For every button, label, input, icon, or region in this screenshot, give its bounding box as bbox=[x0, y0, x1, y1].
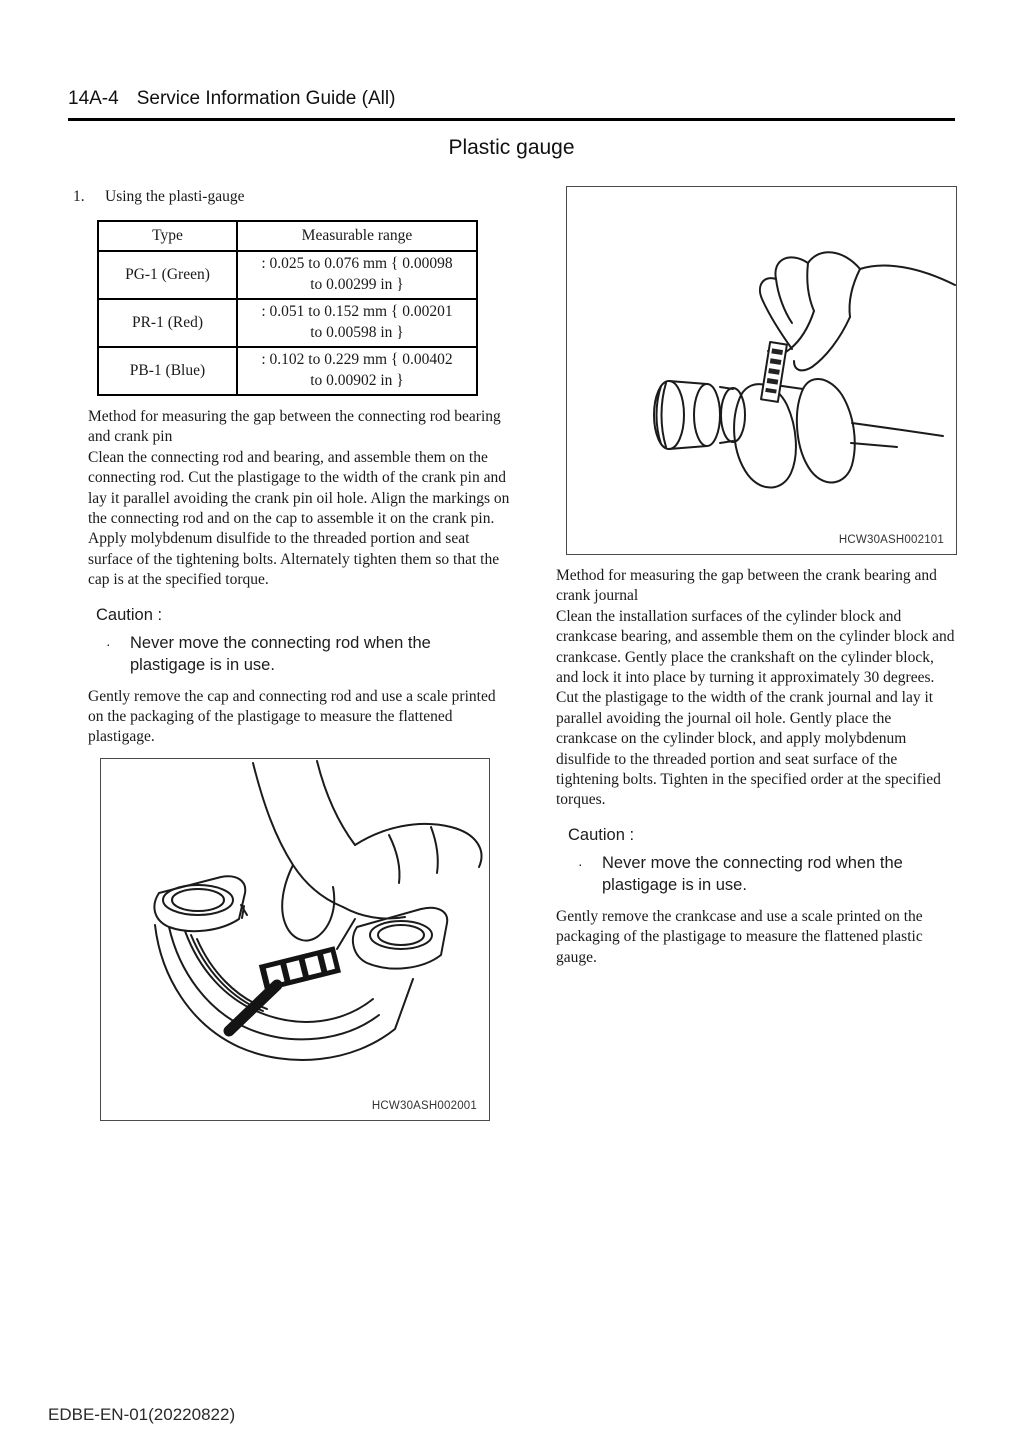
closing-paragraph: Gently remove the cap and connecting rod and use a scale printed on the packaging of the plastigage to measure the flattened plastigage. bbox=[88, 687, 496, 746]
figure-label: HCW30ASH002001 bbox=[371, 1099, 477, 1112]
left-column bbox=[68, 188, 512, 1121]
method-paragraph bbox=[556, 566, 956, 811]
range-line2: to 0.00902 in } bbox=[310, 372, 404, 389]
caution-label: Caution : bbox=[568, 825, 635, 844]
gauge-range bbox=[237, 347, 477, 395]
method-paragraph bbox=[88, 407, 512, 591]
table-row bbox=[98, 347, 477, 395]
caution-text: Never move the connecting rod when the plastigage is in use. bbox=[130, 633, 431, 674]
gauge-type: PG-1 (Green) bbox=[98, 251, 237, 299]
range-line1: : 0.102 to 0.229 mm { 0.00402 bbox=[261, 351, 453, 369]
bullet-icon: · bbox=[106, 635, 111, 652]
bearing-cap-scale-illustration bbox=[101, 759, 489, 1120]
step-text: Using the plasti-gauge bbox=[105, 188, 245, 205]
col-header-range: Measurable range bbox=[237, 221, 477, 251]
range-line2: to 0.00299 in } bbox=[310, 276, 404, 293]
crank-journal-plastigage-illustration bbox=[567, 187, 956, 554]
table-row bbox=[98, 251, 477, 299]
bullet-icon: · bbox=[578, 855, 583, 872]
gauge-type: PB-1 (Blue) bbox=[98, 347, 237, 395]
method-body: Clean the installation surfaces of the cylinder block and crankcase bearing, and assemble them on the cylinder block and crankcase. Gently place the crankshaft on the cylinder block, and lock it into place by turning it approximately 30 degrees. Cut the plastigage to the width of the crank journal and lay it parallel avoiding the journal oil hole. Gently place the crankcase on the cylinder block, and apply molybdenum disulfide to the threaded portion and seat surface of the tightening bolts. Tighten in the specified order at the specified torques. bbox=[556, 607, 955, 809]
gauge-range-table bbox=[97, 220, 478, 396]
figure-bearing-cap bbox=[100, 758, 490, 1121]
range-line2: to 0.00598 in } bbox=[310, 324, 404, 341]
method-heading: Method for measuring the gap between the connecting rod bearing and crank pin bbox=[88, 408, 501, 446]
guide-title: Service Information Guide (All) bbox=[136, 88, 396, 109]
right-column bbox=[556, 186, 956, 968]
range-line1: : 0.051 to 0.152 mm { 0.00201 bbox=[261, 303, 453, 321]
closing-paragraph: Gently remove the crankcase and use a scale printed on the packaging of the plastigage to measure the flattened plastic gauge. bbox=[556, 907, 923, 966]
caution-label: Caution : bbox=[96, 605, 163, 624]
step-number: 1. bbox=[73, 188, 85, 205]
document-code: EDBE-EN-01(20220822) bbox=[48, 1405, 236, 1424]
section-code: 14A-4 bbox=[68, 88, 119, 109]
figure-label: HCW30ASH002101 bbox=[838, 534, 944, 546]
method-heading: Method for measuring the gap between the crank bearing and crank journal bbox=[556, 567, 937, 605]
gauge-type: PR-1 (Red) bbox=[98, 299, 237, 347]
range-line1: : 0.025 to 0.076 mm { 0.00098 bbox=[261, 255, 453, 273]
caution-bullet-item bbox=[106, 632, 512, 676]
gauge-range bbox=[237, 251, 477, 299]
page-header bbox=[68, 88, 955, 121]
table-row bbox=[98, 299, 477, 347]
numbered-step bbox=[73, 188, 512, 206]
caution-text: Never move the connecting rod when the plastigage is in use. bbox=[602, 853, 903, 894]
col-header-type: Type bbox=[98, 221, 237, 251]
method-body: Clean the connecting rod and bearing, and assemble them on the connecting rod. Cut the plastigage to the width of the crank pin and lay it parallel avoiding the crank pin oil hole. Align the markings on the connecting rod and on the cap to assemble it on the crank pin. Apply molybdenum disulfide to the threaded portion and seat surface of the tightening bolts. Alternately tighten them so that the cap is at the specified torque. bbox=[88, 448, 510, 589]
gauge-range bbox=[237, 299, 477, 347]
caution-bullet-item bbox=[578, 852, 956, 896]
figure-crank-journal bbox=[566, 186, 957, 555]
table-header-row bbox=[98, 221, 477, 251]
page-title: Plastic gauge bbox=[448, 136, 575, 159]
